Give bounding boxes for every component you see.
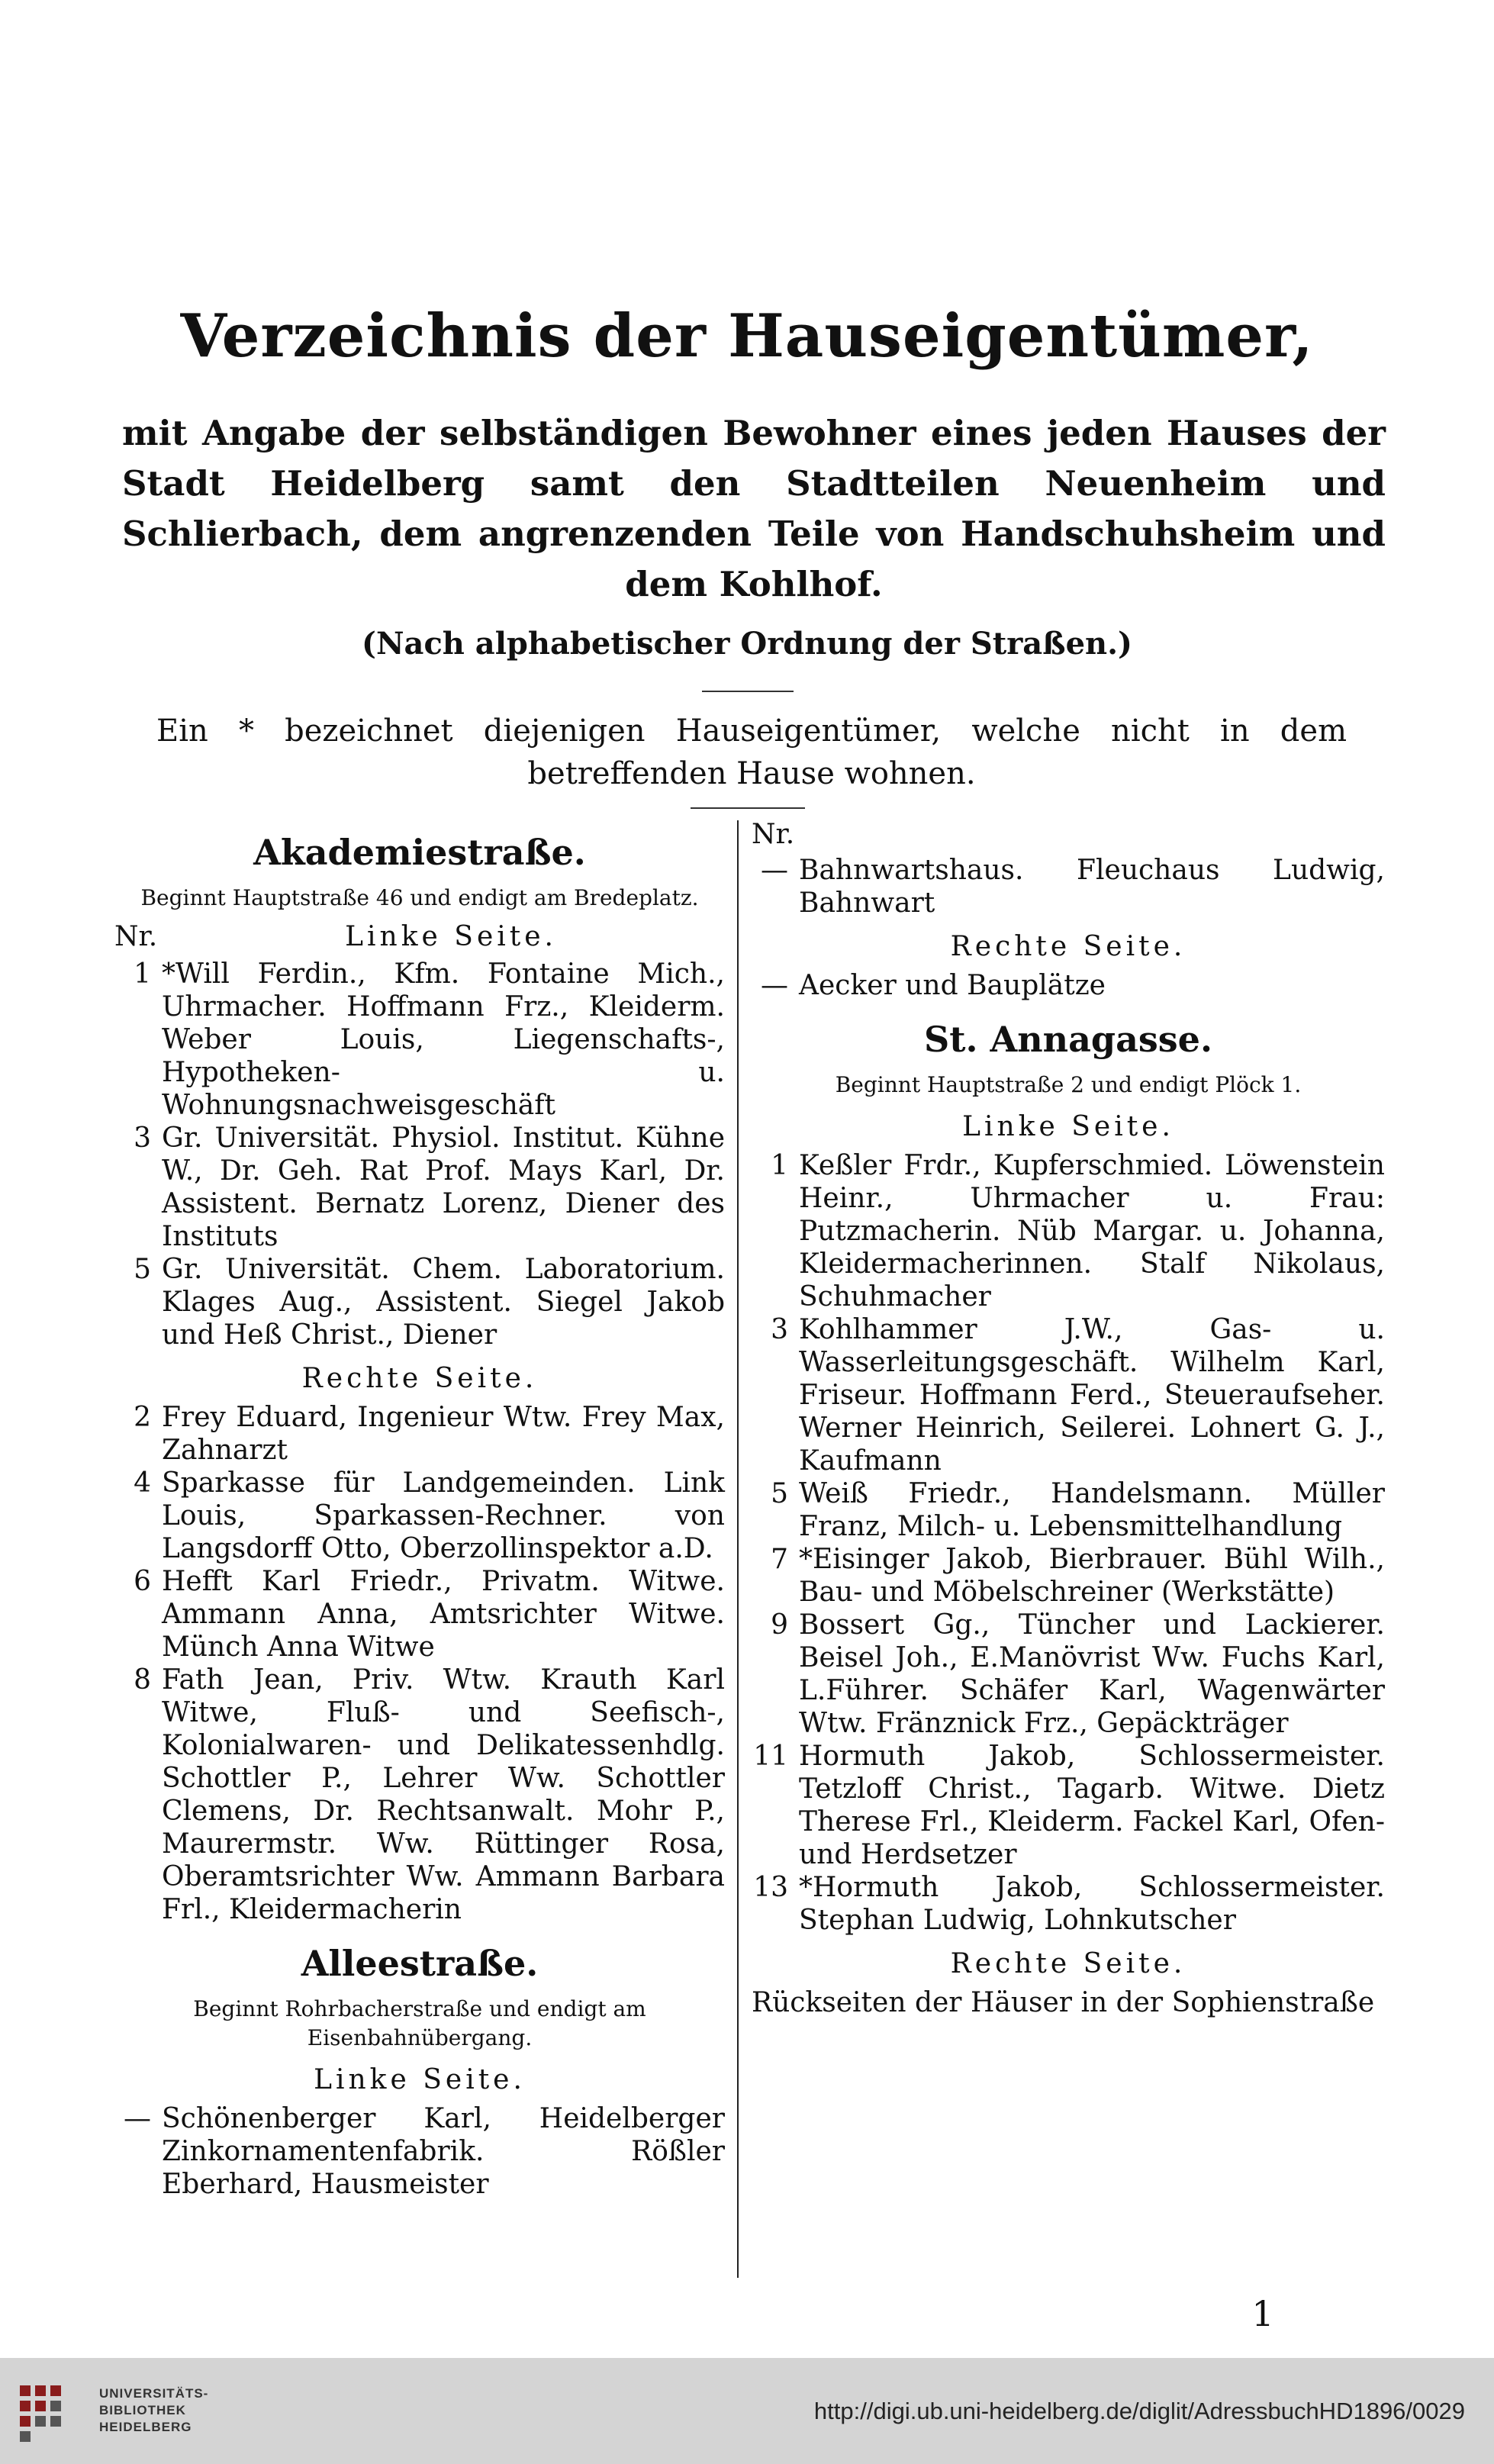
legend-note: Ein * bezeichnet diejenigen Hauseigentümer, welche nicht in dem betreffenden Hause wohnen.: [156, 713, 1347, 791]
list-item: [114, 1467, 725, 1565]
list-item: [752, 1477, 1385, 1543]
entry-text: Aecker und Bauplätze: [799, 970, 1106, 1001]
street-heading: Akademiestraße.: [253, 832, 586, 873]
entry-list: [752, 1149, 1385, 1937]
library-name-line: HEIDELBERG: [99, 2420, 192, 2434]
house-number: 5: [771, 1478, 788, 1509]
street-description: Beginnt Rohrbacherstraße und endigt am Eisenbahnübergang.: [193, 1996, 646, 2050]
entry-text: Frey Eduard, Ingenieur Wtw. Frey Max, Zahnarzt: [162, 1402, 725, 1466]
list-item: [752, 1149, 1385, 1313]
list-item: [114, 1253, 725, 1351]
entry-text: *Hormuth Jakob, Schlossermeister. Stephan Ludwig, Lohnkutscher: [799, 1872, 1385, 1936]
nr-label: Nr.: [114, 921, 158, 952]
list-item: [752, 1609, 1385, 1740]
entry-text: Fath Jean, Priv. Wtw. Krauth Karl Witwe, Fluß- und Seefisch-, Kolonialwaren- und Delikatessenhdlg. Schottler P., Lehrer Ww. Schottler Clemens, Dr. Rechtsanwalt. Mohr P., Maurermstr. Ww. Rüttinger Rosa, Oberamtsrichter Ww. Ammann Barbara Frl., Kleidermacherin: [162, 1664, 725, 1925]
house-number: 5: [134, 1254, 151, 1285]
street-heading: Alleestraße.: [301, 1943, 539, 1984]
house-number: 4: [134, 1467, 151, 1499]
entry-list: [114, 1401, 725, 1926]
entry-text: Gr. Universität. Physiol. Institut. Kühne W., Dr. Geh. Rat Prof. Mays Karl, Dr. Assistent. Bernatz Lorenz, Diener des Instituts: [162, 1122, 725, 1252]
house-number: —: [124, 2103, 151, 2134]
street-heading: St. Annagasse.: [924, 1019, 1212, 1060]
list-item: [752, 1313, 1385, 1477]
house-number: 6: [134, 1566, 151, 1597]
entry-text: Schönenberger Karl, Heidelberger Zinkornamentenfabrik. Rößler Eberhard, Hausmeister: [162, 2103, 725, 2200]
list-item: [752, 1740, 1385, 1871]
list-item: [114, 2102, 725, 2201]
side-heading: Rechte Seite.: [950, 931, 1187, 962]
library-name-line: BIBLIOTHEK: [99, 2403, 186, 2417]
library-logo-icon: [14, 2378, 98, 2446]
house-number: —: [761, 970, 788, 1001]
house-number: 11: [753, 1741, 788, 1772]
left-column: [114, 817, 725, 2201]
house-number: 9: [771, 1609, 788, 1641]
house-number: —: [761, 855, 788, 886]
entry-list: [114, 958, 725, 1351]
list-item: [752, 1871, 1385, 1937]
library-name-line: UNIVERSITÄTS-: [99, 2386, 209, 2401]
house-number: 8: [134, 1664, 151, 1696]
house-number: 2: [134, 1402, 151, 1433]
side-heading: Linke Seite.: [345, 921, 557, 952]
order-note: (Nach alphabetischer Ordnung der Straßen.): [362, 626, 1132, 662]
list-item: [752, 1986, 1385, 2019]
house-number: 1: [134, 958, 151, 990]
house-number: 7: [771, 1544, 788, 1575]
entry-text: Gr. Universität. Chem. Laboratorium. Klages Aug., Assistent. Siegel Jakob und Heß Christ., Diener: [162, 1254, 725, 1351]
entry-text: Weiß Friedr., Handelsmann. Müller Franz, Milch- u. Lebensmittelhandlung: [799, 1478, 1385, 1542]
divider-rule: [702, 691, 794, 692]
entry-text: Bossert Gg., Tüncher und Lackierer. Beisel Joh., E.Manövrist Ww. Fuchs Karl, L.Führer. Schäfer Karl, Wagenwärter Wtw. Fränznick Frz., Gepäckträger: [799, 1609, 1385, 1739]
house-number: 13: [753, 1872, 788, 1903]
house-number: 1: [771, 1150, 788, 1181]
entry-text: Hefft Karl Friedr., Privatm. Witwe. Ammann Anna, Amtsrichter Witwe. Münch Anna Witwe: [162, 1566, 725, 1663]
street-description: Beginnt Hauptstraße 46 und endigt am Bredeplatz.: [140, 885, 699, 910]
list-item: [114, 1565, 725, 1664]
nr-header-row: [114, 920, 725, 953]
list-item: [752, 854, 1385, 920]
list-item: [114, 1664, 725, 1926]
list-item: [752, 1543, 1385, 1609]
entry-text: Keßler Frdr., Kupferschmied. Löwenstein Heinr., Uhrmacher u. Frau: Putzmacherin. Nüb Margar. u. Johanna, Kleidermacherinnen. Stalf Nikolaus, Schuhmacher: [799, 1150, 1385, 1313]
entry-text: Kohlhammer J.W., Gas- u. Wasserleitungsgeschäft. Wilhelm Karl, Friseur. Hoffmann Ferd., Steueraufseher. Werner Heinrich, Seilerei. Lohnert G. J., Kaufmann: [799, 1314, 1385, 1477]
right-column: [752, 817, 1385, 2019]
side-heading: Linke Seite.: [962, 1111, 1174, 1142]
viewer-footer: [0, 2358, 1494, 2464]
page-title: Verzeichnis der Hauseigentümer,: [180, 301, 1314, 371]
street-description: Beginnt Hauptstraße 2 und endigt Plöck 1.: [835, 1072, 1302, 1097]
page-subtitle: mit Angabe der selbständigen Bewohner eines jeden Hauses der Stadt Heidelberg samt den Stadtteilen Neuenheim und Schlierbach, dem angrenzenden Teile von Handschuhsheim und dem Kohlhof.: [122, 413, 1386, 604]
list-item: [114, 958, 725, 1122]
entry-list: [752, 969, 1385, 1002]
entry-text: Bahnwartshaus. Fleuchaus Ludwig, Bahnwart: [799, 855, 1385, 919]
library-name: [99, 2385, 208, 2436]
divider-rule: [691, 807, 805, 809]
list-item: [752, 969, 1385, 1002]
page-number: 1: [1251, 2293, 1274, 2334]
side-heading: Rechte Seite.: [950, 1948, 1187, 1979]
entry-text: Sparkasse für Landgemeinden. Link Louis, Sparkassen-Rechner. von Langsdorff Otto, Oberzollinspektor a.D.: [162, 1467, 725, 1564]
entry-text: *Will Ferdin., Kfm. Fontaine Mich., Uhrmacher. Hoffmann Frz., Kleiderm. Weber Louis, Liegenschafts-, Hypotheken- u. Wohnungsnachweisgeschäft: [162, 958, 725, 1121]
entry-text: Rückseiten der Häuser in der Sophienstraße: [752, 1987, 1375, 2018]
list-item: [114, 1122, 725, 1253]
entry-text: Hormuth Jakob, Schlossermeister. Tetzloff Christ., Tagarb. Witwe. Dietz Therese Frl., Kleiderm. Fackel Karl, Ofen- und Herdsetzer: [799, 1741, 1385, 1870]
permalink-url[interactable]: http://digi.ub.uni-heidelberg.de/diglit/AdressbuchHD1896/0029: [813, 2398, 1465, 2424]
nr-label: Nr.: [752, 819, 795, 850]
side-heading: Linke Seite.: [314, 2064, 526, 2095]
entry-text: *Eisinger Jakob, Bierbrauer. Bühl Wilh., Bau- und Möbelschreiner (Werkstätte): [799, 1544, 1385, 1608]
house-number: 3: [134, 1122, 151, 1154]
list-item: [114, 1401, 725, 1467]
column-divider: [737, 820, 739, 2278]
entry-list: [114, 2102, 725, 2201]
house-number: 3: [771, 1314, 788, 1345]
side-heading: Rechte Seite.: [301, 1363, 538, 1394]
entry-list: [752, 854, 1385, 920]
